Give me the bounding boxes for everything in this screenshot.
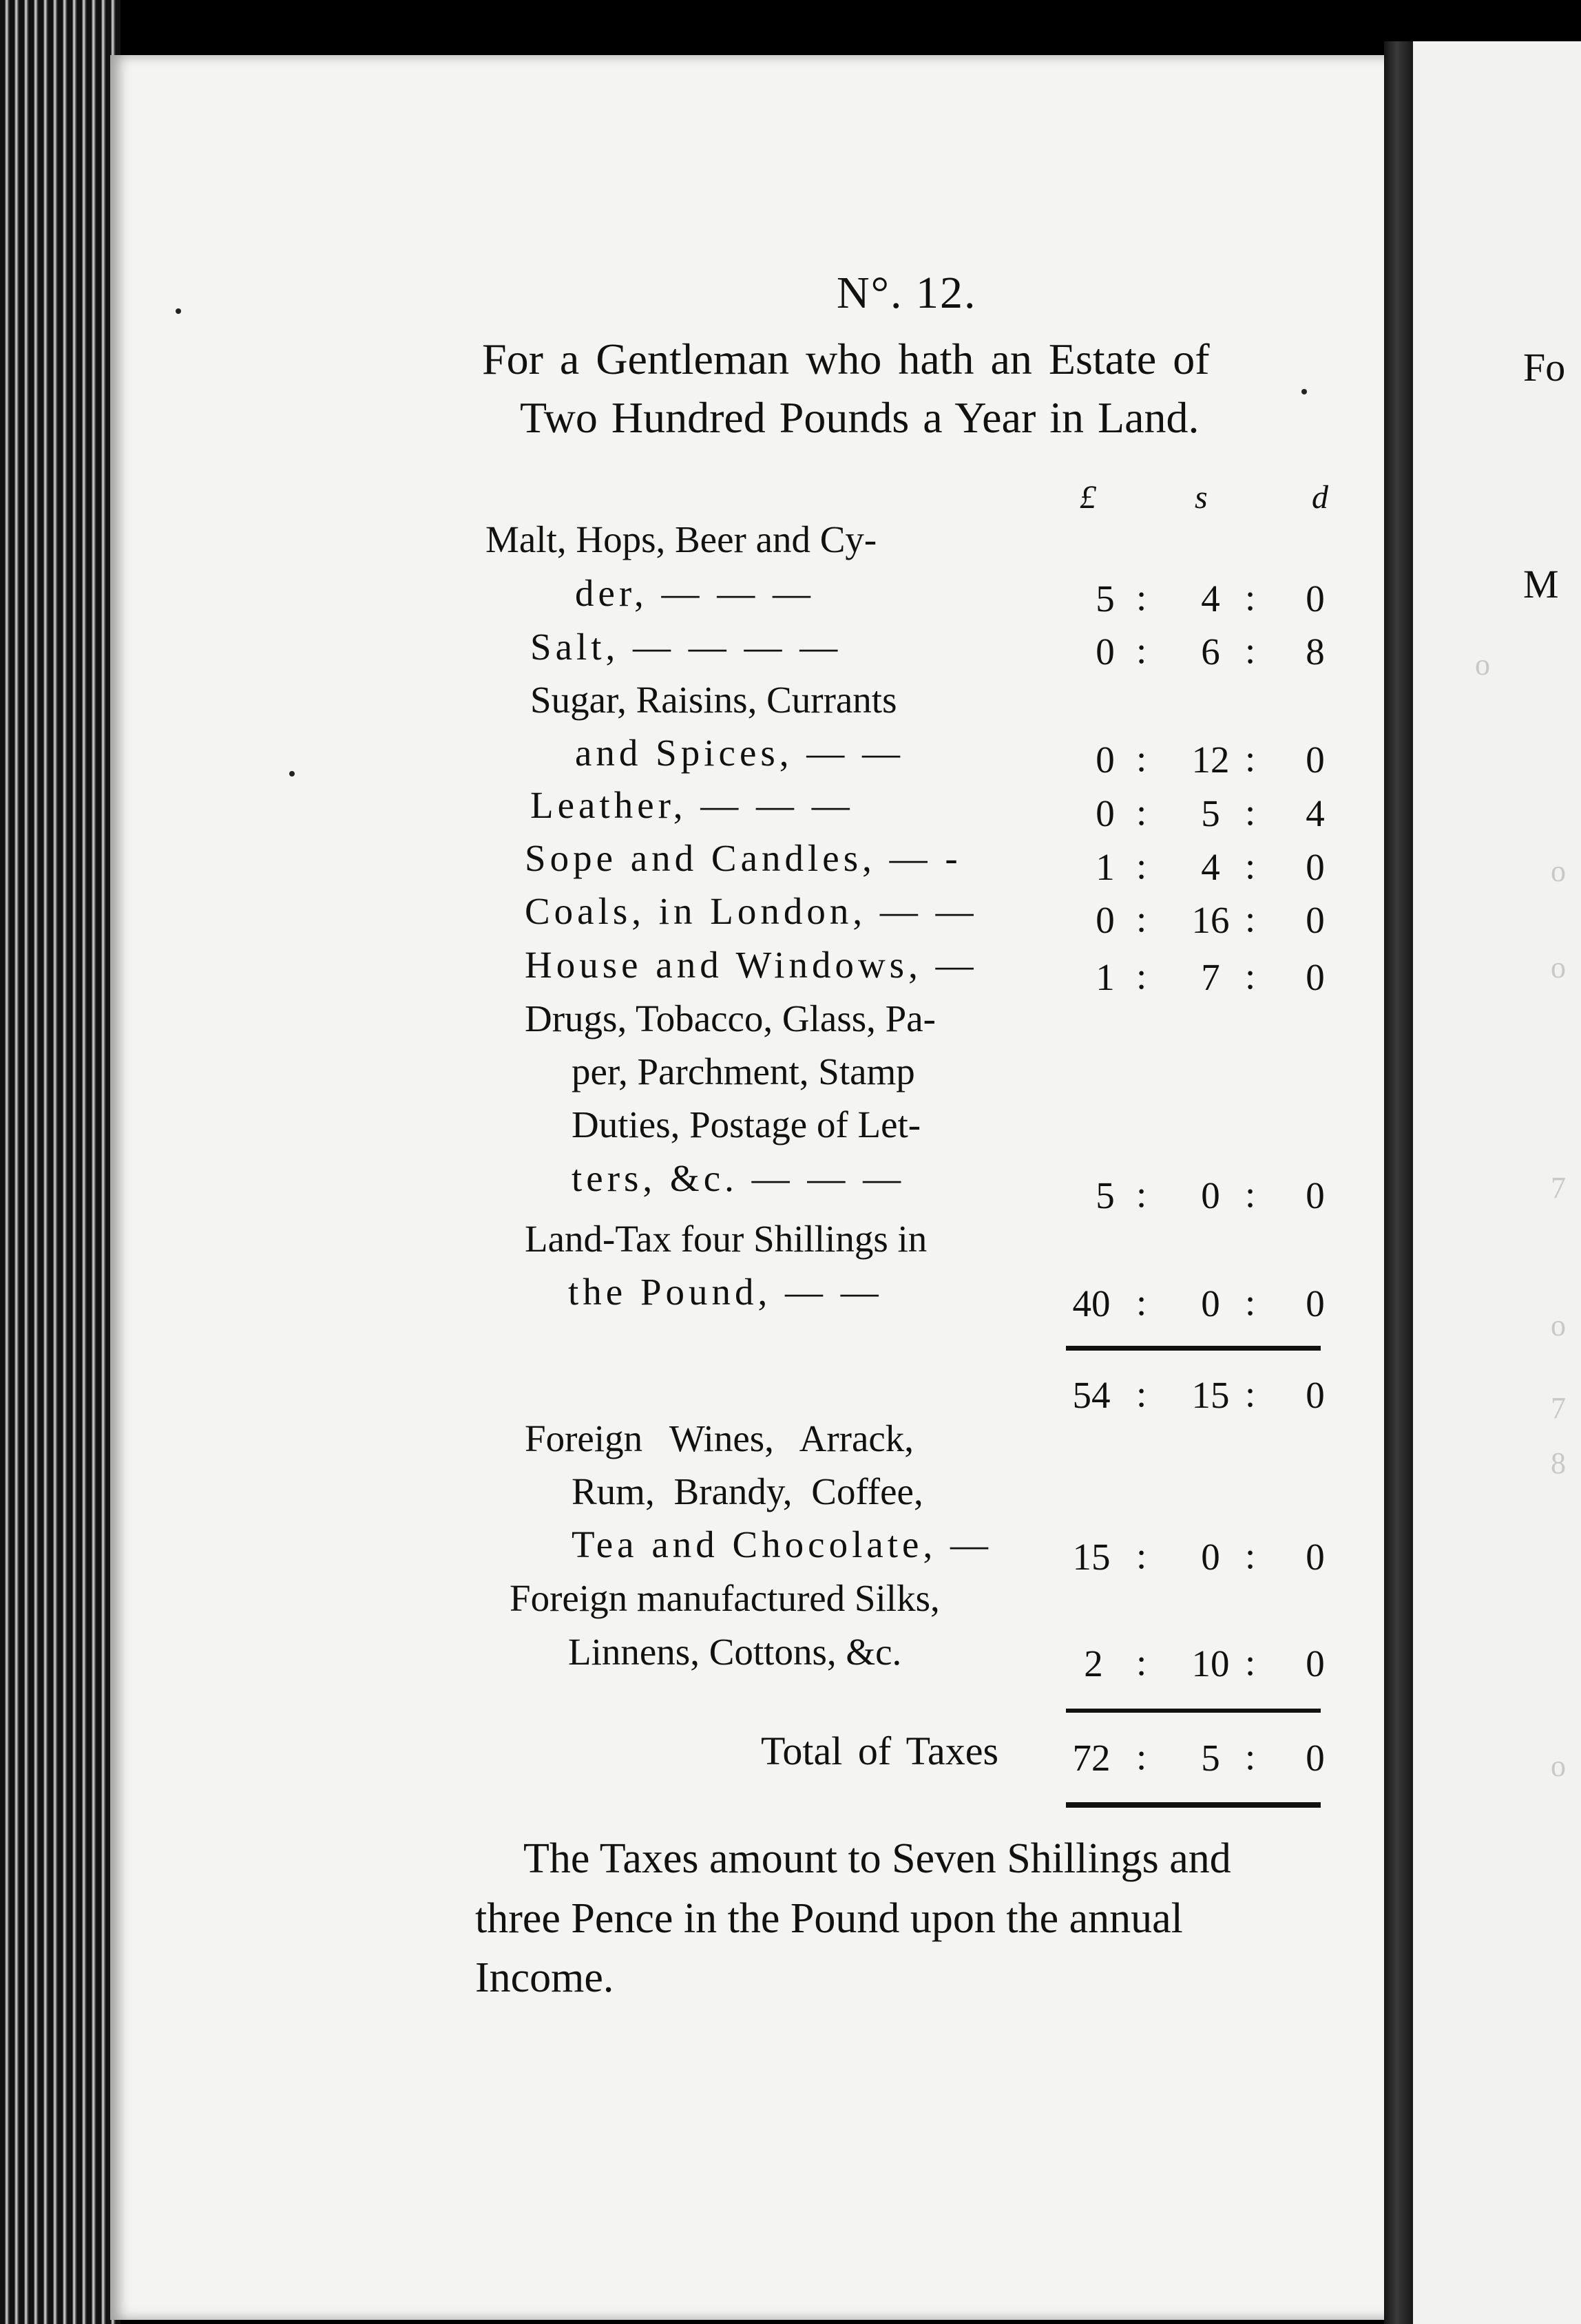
amount-pence: 0 <box>1306 1642 1325 1684</box>
amount-shillings: 7 <box>1201 956 1220 998</box>
amount-pounds: 0 <box>1096 792 1115 834</box>
item-text: per, Parchment, Stamp <box>572 1050 915 1092</box>
facing-page-text: Fo <box>1523 345 1566 390</box>
item-text: Foreign manufactured Silks, <box>510 1577 940 1619</box>
amount-pounds: 1 <box>1096 846 1115 888</box>
item-text: Sope and Candles, — - <box>525 837 962 879</box>
amount-pounds: 40 <box>1072 1282 1111 1324</box>
item-text: Linnens, Cottons, &c. <box>568 1631 902 1673</box>
item-text: the Pound, — — <box>568 1271 883 1313</box>
amount-pence: 0 <box>1306 1536 1325 1578</box>
amount-pounds: 0 <box>1096 899 1115 941</box>
amount-shillings: 4 <box>1201 846 1220 888</box>
double-rule <box>1066 1802 1321 1808</box>
amount-pence: 0 <box>1306 899 1325 941</box>
total-label: Total of Taxes <box>761 1729 999 1773</box>
item-text: ters, &c. — — — <box>572 1157 905 1199</box>
amount-shillings: 0 <box>1201 1174 1220 1216</box>
amount-shillings: 4 <box>1201 578 1220 620</box>
total-pounds: 72 <box>1072 1737 1111 1779</box>
subtotal-pence: 0 <box>1306 1374 1325 1416</box>
amount-shillings: 10 <box>1191 1642 1230 1684</box>
total-shillings: 5 <box>1201 1737 1220 1779</box>
item-text: Malt, Hops, Beer and Cy- <box>485 518 877 560</box>
item-text: and Spices, — — <box>575 732 905 774</box>
amount-pounds: 2 <box>1084 1642 1103 1684</box>
amount-shillings: 12 <box>1191 739 1230 781</box>
page-subtitle: Two Hundred Pounds a Year in Land. <box>520 393 1200 442</box>
column-header-shillings: s <box>1195 479 1208 516</box>
amount-pence: 4 <box>1306 792 1325 834</box>
amount-pounds: 0 <box>1096 739 1115 781</box>
amount-shillings: 6 <box>1201 631 1220 673</box>
column-header-pounds: £ <box>1080 479 1096 516</box>
amount-shillings: 0 <box>1201 1536 1220 1578</box>
item-text: Foreign Wines, Arrack, <box>525 1417 914 1459</box>
amount-pence: 8 <box>1306 631 1325 673</box>
subtotal-shillings: 15 <box>1191 1374 1230 1416</box>
amount-pence: 0 <box>1306 739 1325 781</box>
item-text: Drugs, Tobacco, Glass, Pa- <box>525 997 936 1039</box>
subtotal-rule <box>1066 1346 1321 1351</box>
item-text: Tea and Chocolate, — <box>572 1523 992 1565</box>
item-text: Land-Tax four Shillings in <box>525 1218 928 1260</box>
amount-pence: 0 <box>1306 846 1325 888</box>
amount-pounds: 0 <box>1096 631 1115 673</box>
item-text: House and Windows, — <box>525 944 978 986</box>
subtotal-pounds: 54 <box>1072 1374 1111 1416</box>
item-text: Rum, Brandy, Coffee, <box>572 1470 923 1512</box>
amount-pence: 0 <box>1306 1174 1325 1216</box>
facing-page-text: M <box>1523 562 1559 606</box>
total-rule <box>1066 1709 1321 1713</box>
item-text: der, — — — <box>575 572 815 614</box>
amount-shillings: 0 <box>1201 1282 1220 1324</box>
footer-text: Income. <box>475 1954 614 2001</box>
item-text: Duties, Postage of Let- <box>572 1103 921 1145</box>
book-page-edges <box>0 0 121 2324</box>
item-text: Sugar, Raisins, Currants <box>530 679 897 721</box>
amount-pounds: 5 <box>1096 1174 1115 1216</box>
amount-shillings: 16 <box>1191 899 1230 941</box>
amount-pence: 0 <box>1306 1282 1325 1324</box>
footer-text: The Taxes amount to Seven Shillings and <box>523 1835 1231 1882</box>
amount-pounds: 15 <box>1072 1536 1111 1578</box>
amount-pounds: 1 <box>1096 956 1115 998</box>
footer-text: three Pence in the Pound upon the annual <box>475 1895 1183 1942</box>
column-header-pence: d <box>1312 479 1328 516</box>
page-title: For a Gentleman who hath an Estate of <box>482 335 1210 383</box>
amount-pence: 0 <box>1306 578 1325 620</box>
facing-page-fragment: Fo M o o o 7 o 7 8 o <box>1413 41 1581 2324</box>
item-text: Coals, in London, — — <box>525 890 978 932</box>
book-gutter <box>1384 41 1416 2324</box>
total-pence: 0 <box>1306 1737 1325 1779</box>
amount-pence: 0 <box>1306 956 1325 998</box>
amount-shillings: 5 <box>1201 792 1220 834</box>
amount-pounds: 5 <box>1096 578 1115 620</box>
item-text: Salt, — — — — <box>530 626 842 668</box>
section-number: N°. 12. <box>837 268 977 318</box>
item-text: Leather, — — — <box>530 784 854 826</box>
